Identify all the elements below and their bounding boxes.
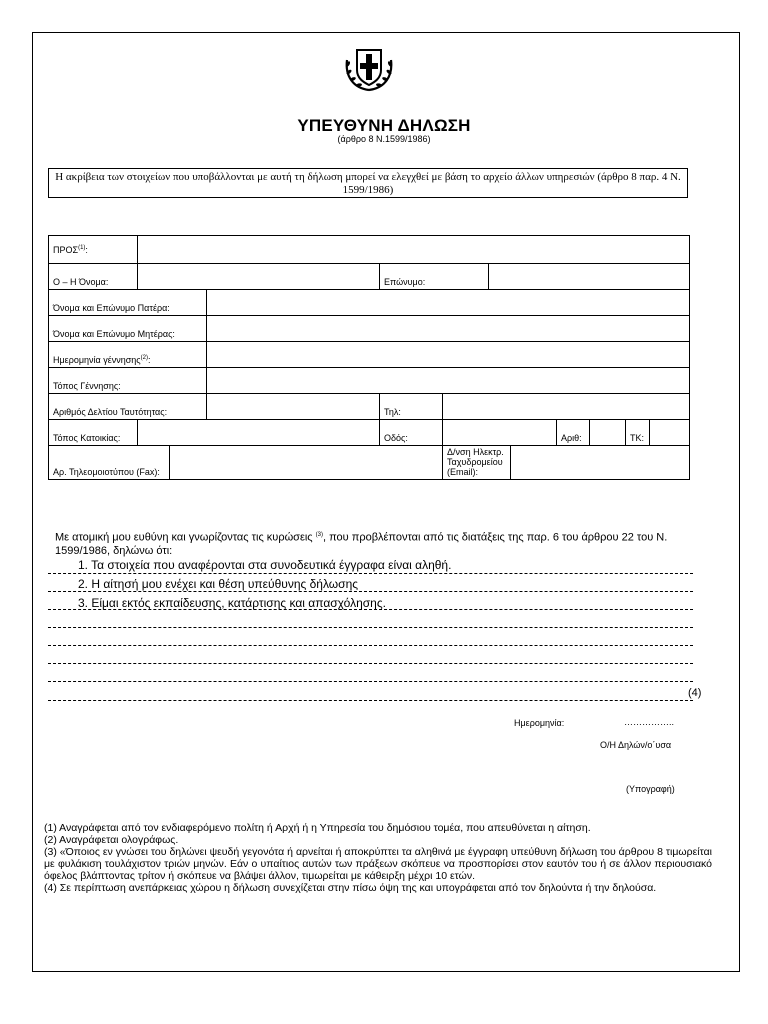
- mother-name-field[interactable]: [207, 316, 690, 342]
- phone-field[interactable]: [443, 394, 690, 420]
- surname-field[interactable]: [489, 264, 690, 290]
- email-label: Δ/νση Ηλεκτρ. Ταχυδρομείου (Email):: [443, 446, 511, 480]
- id-number-field[interactable]: [207, 394, 380, 420]
- zip-field[interactable]: [650, 420, 690, 446]
- number-field[interactable]: [590, 420, 626, 446]
- birthdate-label: Ημερομηνία γέννησης$^{(2)}$:: [49, 342, 207, 368]
- mother-name-label: Όνομα και Επώνυμο Μητέρας:: [49, 316, 207, 342]
- to-label: ΠΡΟΣ$^{(1)}$:: [49, 236, 138, 264]
- father-name-field[interactable]: [207, 290, 690, 316]
- birthplace-label: Τόπος Γέννησης:: [49, 368, 207, 394]
- dotted-line: [48, 609, 693, 610]
- name-field[interactable]: [138, 264, 380, 290]
- name-label: Ο – Η Όνομα:: [49, 264, 138, 290]
- personal-details-form: [48, 235, 690, 480]
- footnote: (2) Αναγράφεται ολογράφως.: [44, 834, 179, 846]
- residence-label: Τόπος Κατοικίας:: [49, 420, 138, 446]
- date-field[interactable]: ……………..: [624, 717, 675, 727]
- number-label: Αριθ:: [557, 420, 590, 446]
- footnotes: [44, 822, 712, 894]
- dotted-line: [48, 700, 693, 701]
- declaration-item: 3. Είμαι εκτός εκπαίδευσης, κατάρτισης και απασχόλησης.: [78, 596, 386, 610]
- dotted-line: [48, 681, 693, 682]
- dotted-line: [48, 627, 693, 628]
- residence-field[interactable]: [138, 420, 380, 446]
- street-field[interactable]: [443, 420, 557, 446]
- declarant-label: Ο/Η Δηλών/ο΄υσα: [600, 740, 672, 750]
- surname-label: Επώνυμο:: [380, 264, 489, 290]
- greek-coat-of-arms-icon: [341, 42, 397, 94]
- dotted-line: [48, 591, 693, 592]
- dotted-line: [48, 663, 693, 664]
- father-name-label: Όνομα και Επώνυμο Πατέρα:: [49, 290, 207, 316]
- signature-label: (Υπογραφή): [626, 784, 675, 794]
- zip-label: ΤΚ:: [626, 420, 650, 446]
- declaration-item: 2. Η αίτησή μου ενέχει και θέση υπεύθυνης δήλωσης: [78, 577, 359, 591]
- verification-notice: Η ακρίβεια των στοιχείων που υποβάλλονται με αυτή τη δήλωση μπορεί να ελεγχθεί με βάση το αρχείο άλλων υπηρεσιών (άρθρο 8 παρ. 4 Ν. 1599/1986): [48, 168, 688, 198]
- phone-label: Τηλ:: [380, 394, 443, 420]
- birthdate-field[interactable]: [207, 342, 690, 368]
- date-label: Ημερομηνία:: [514, 718, 565, 728]
- dotted-line: [48, 645, 693, 646]
- to-field[interactable]: [138, 236, 690, 264]
- email-field[interactable]: [511, 446, 690, 480]
- footnote: (3) «Όποιος εν γνώσει του δηλώνει ψευδή γεγονότα ή αρνείται ή αποκρύπτει τα αληθινά με έγγραφη υπεύθυνη δήλωση του άρθρου 8 τιμωρείται με φυλάκιση τουλάχιστον τριών μηνών. Εάν ο υπαίτιος αυτών των πράξεων σκόπευε να προσπορίσει στον εαυτόν του ή σε άλλον περιουσιακό όφελος βλάπτοντας τρίτον ή σκόπευε να βλάψει άλλον, τιμωρείται με κάθειρξη μέχρι 10 ετών.: [44, 846, 712, 882]
- dotted-line: [48, 573, 693, 574]
- birthplace-field[interactable]: [207, 368, 690, 394]
- page-subtitle: (άρθρο 8 Ν.1599/1986): [337, 134, 431, 144]
- declaration-intro: Με ατομική μου ευθύνη και γνωρίζοντας τις κυρώσεις $^{(3)}$, που προβλέπονται από τις διατάξεις της παρ. 6 του άρθρου 22 του Ν. 1599/1986, δηλώνω ότι:: [55, 531, 668, 557]
- page-title: ΥΠΕΥΘΥΝΗ ΔΗΛΩΣΗ: [297, 116, 471, 135]
- continuation-note: (4): [688, 687, 702, 699]
- footnote: (4) Σε περίπτωση ανεπάρκειας χώρου η δήλωση συνεχίζεται στην πίσω όψη της και υπογράφεται από τον δηλούντα ή την δηλούσα.: [44, 882, 657, 894]
- street-label: Οδός:: [380, 420, 443, 446]
- fax-field[interactable]: [170, 446, 443, 480]
- footnote: (1) Αναγράφεται από τον ενδιαφερόμενο πολίτη ή Αρχή ή η Υπηρεσία του δημόσιου τομέα, που απευθύνεται η αίτηση.: [44, 822, 591, 834]
- id-number-label: Αριθμός Δελτίου Ταυτότητας:: [49, 394, 207, 420]
- fax-label: Αρ. Τηλεομοιοτύπου (Fax):: [49, 446, 170, 480]
- declaration-item: 1. Τα στοιχεία που αναφέρονται στα συνοδευτικά έγγραφα είναι αληθή.: [78, 558, 452, 572]
